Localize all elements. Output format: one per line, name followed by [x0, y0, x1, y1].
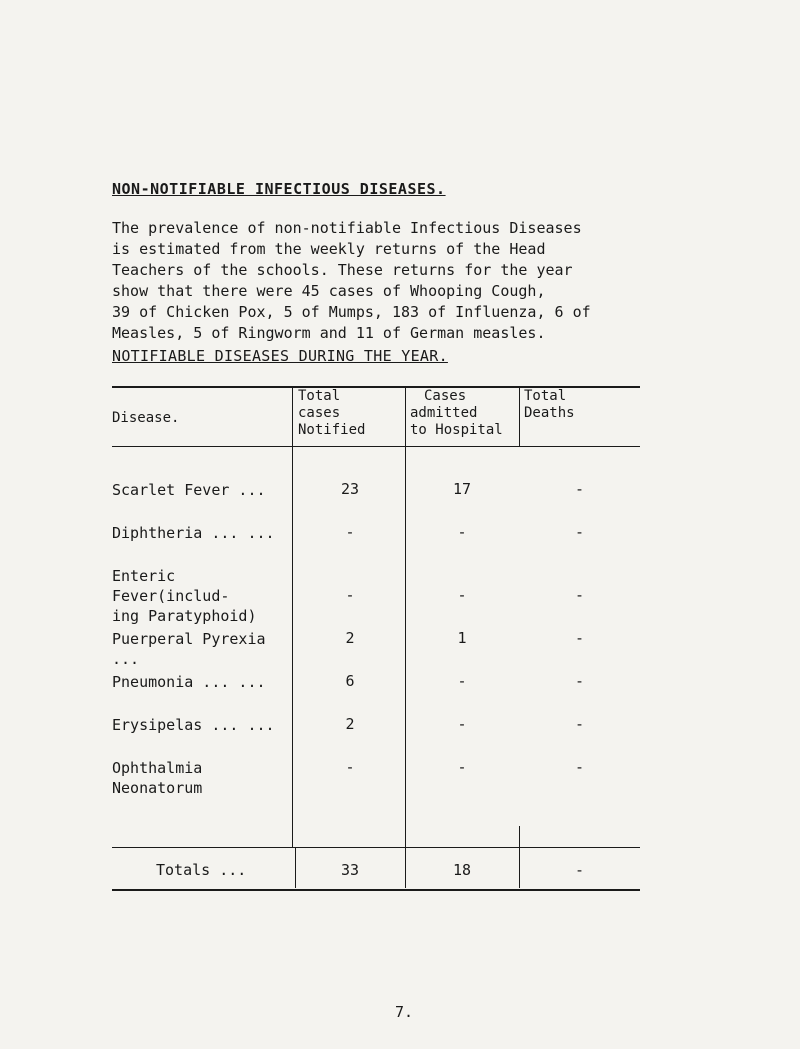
header-admitted: Cases admitted to Hospital [410, 388, 503, 438]
admitted-value: 17 [452, 480, 472, 498]
header-bottom-rule [112, 446, 640, 447]
admitted-value: - [457, 758, 467, 776]
disease-name: Enteric Fever(includ- ing Paratyphoid) [112, 567, 257, 625]
admitted-value: 1 [457, 629, 467, 647]
disease-name: Puerperal Pyrexia ... [112, 630, 266, 668]
admitted-value: - [457, 523, 467, 541]
disease-name: Pneumonia ... ... [112, 673, 266, 691]
paragraph-line: 39 of Chicken Pox, 5 of Mumps, 183 of Influenza, 6 of [112, 303, 591, 321]
page-heading: NON-NOTIFIABLE INFECTIOUS DISEASES. [112, 180, 446, 198]
deaths-value: - [574, 523, 585, 541]
deaths-value: - [574, 715, 585, 733]
deaths-value: - [574, 629, 585, 647]
disease-name: Ophthalmia Neonatorum [112, 759, 203, 797]
deaths-value: - [574, 480, 585, 498]
table-title: NOTIFIABLE DISEASES DURING THE YEAR. [112, 347, 448, 365]
admitted-value: - [457, 715, 467, 733]
col-divider [405, 386, 406, 848]
deaths-value: - [574, 672, 585, 690]
totals-label: Totals ... [156, 861, 247, 879]
page-number: 7. [395, 1003, 414, 1021]
table-bottom-rule [112, 889, 640, 891]
notified-value: 23 [340, 480, 360, 498]
header-disease: Disease. [112, 410, 180, 426]
disease-name: Diphtheria ... ... [112, 524, 275, 542]
admitted-value: - [457, 672, 467, 690]
notified-value: - [345, 758, 355, 776]
admitted-value: - [457, 586, 467, 604]
paragraph-line: Measles, 5 of Ringworm and 11 of German measles. [112, 324, 546, 342]
notified-value: 2 [345, 715, 355, 733]
header-deaths: Total Deaths [524, 388, 575, 421]
notified-value: 6 [345, 672, 355, 690]
intro-paragraph [112, 218, 672, 344]
col-divider [519, 386, 520, 446]
disease-name: Scarlet Fever ... [112, 481, 266, 499]
totals-top-rule [112, 847, 640, 848]
totals-admitted: 18 [452, 861, 472, 879]
notified-value: 2 [345, 629, 355, 647]
notified-value: - [345, 523, 355, 541]
deaths-value: - [574, 758, 585, 776]
header-notified: Total cases Notified [298, 388, 366, 438]
paragraph-line: Teachers of the schools. These returns for the year [112, 261, 573, 279]
paragraph-line: The prevalence of non-notifiable Infectious Diseases [112, 219, 582, 237]
paragraph-line: show that there were 45 cases of Whooping Cough, [112, 282, 546, 300]
deaths-value: - [574, 586, 585, 604]
totals-deaths: - [574, 861, 585, 879]
notified-value: - [345, 586, 355, 604]
disease-name: Erysipelas ... ... [112, 716, 275, 734]
paragraph-line: is estimated from the weekly returns of the Head [112, 240, 546, 258]
col-divider [292, 386, 293, 848]
col-divider [519, 826, 520, 848]
totals-notified: 33 [340, 861, 360, 879]
